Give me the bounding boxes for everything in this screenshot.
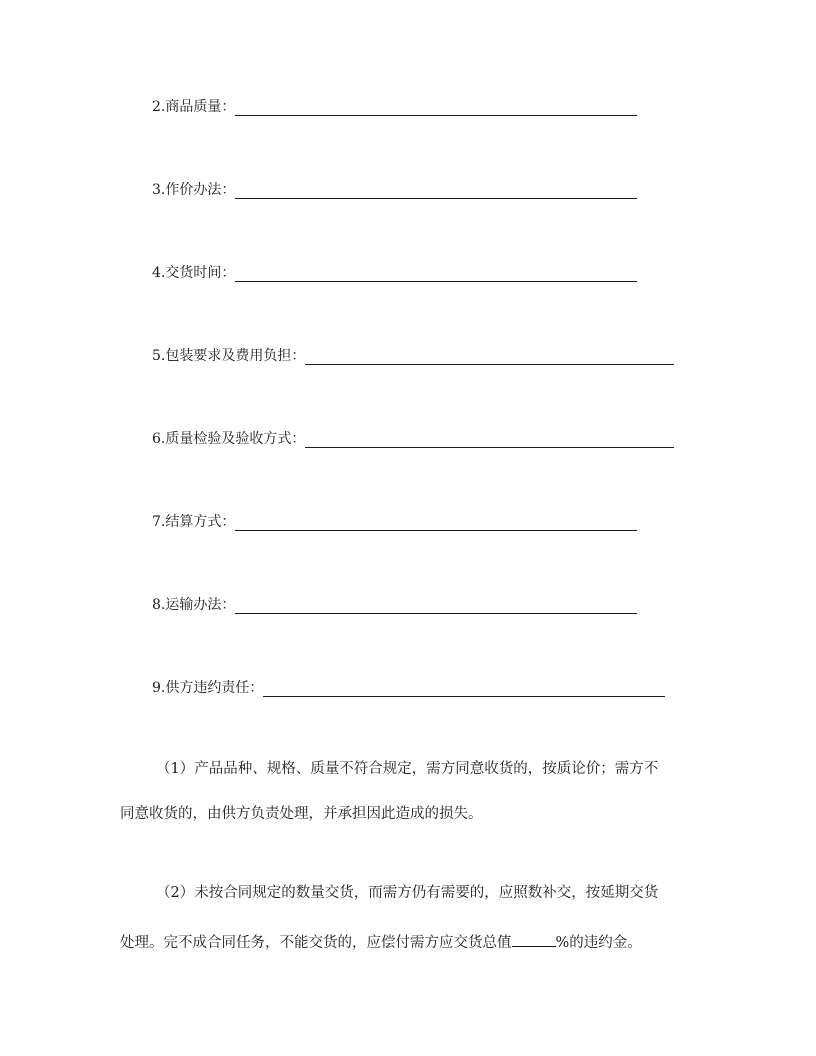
field-supplier-liability bbox=[152, 673, 665, 697]
clause-2 bbox=[120, 884, 710, 954]
field-quality-inspection bbox=[152, 424, 674, 448]
field-product-quality bbox=[152, 92, 637, 116]
field-label: 3.作价办法： bbox=[152, 182, 236, 198]
field-label: 5.包装要求及费用负担： bbox=[152, 348, 306, 364]
percentage-blank[interactable] bbox=[512, 930, 556, 947]
field-label: 6.质量检验及验收方式： bbox=[152, 431, 306, 447]
clause-1 bbox=[120, 760, 710, 830]
fill-in-line[interactable] bbox=[305, 430, 674, 448]
clause-1-line-1: （1）产品品种、规格、质量不符合规定，需方同意收货的，按质论价；需方不 bbox=[156, 761, 659, 777]
fill-in-line[interactable] bbox=[235, 596, 637, 614]
field-packaging-cost bbox=[152, 341, 674, 365]
fill-in-line[interactable] bbox=[235, 98, 637, 116]
fill-in-line[interactable] bbox=[235, 264, 637, 282]
clause-2-line-2-end: %的违约金。 bbox=[555, 935, 642, 951]
field-delivery-time bbox=[152, 258, 637, 282]
field-label: 2.商品质量： bbox=[152, 99, 236, 115]
field-label: 9.供方违约责任： bbox=[152, 680, 264, 696]
fill-in-line[interactable] bbox=[235, 513, 637, 531]
clause-2-line-2-start: 处理。完不成合同任务，不能交货的，应偿付需方应交货总值 bbox=[120, 935, 512, 951]
field-label: 4.交货时间： bbox=[152, 265, 236, 281]
field-label: 7.结算方式： bbox=[152, 514, 236, 530]
clause-1-line-2: 同意收货的，由供方负责处理，并承担因此造成的损失。 bbox=[120, 806, 483, 822]
field-settlement-method bbox=[152, 507, 637, 531]
clause-2-line-1: （2）未按合同规定的数量交货，而需方仍有需要的，应照数补交，按延期交货 bbox=[156, 885, 659, 901]
fill-in-line[interactable] bbox=[235, 181, 637, 199]
fill-in-line[interactable] bbox=[305, 347, 674, 365]
fill-in-line[interactable] bbox=[263, 679, 665, 697]
field-pricing-method bbox=[152, 175, 637, 199]
field-transport-method bbox=[152, 590, 637, 614]
clause-2-line-2 bbox=[120, 930, 642, 952]
field-label: 8.运输办法： bbox=[152, 597, 236, 613]
